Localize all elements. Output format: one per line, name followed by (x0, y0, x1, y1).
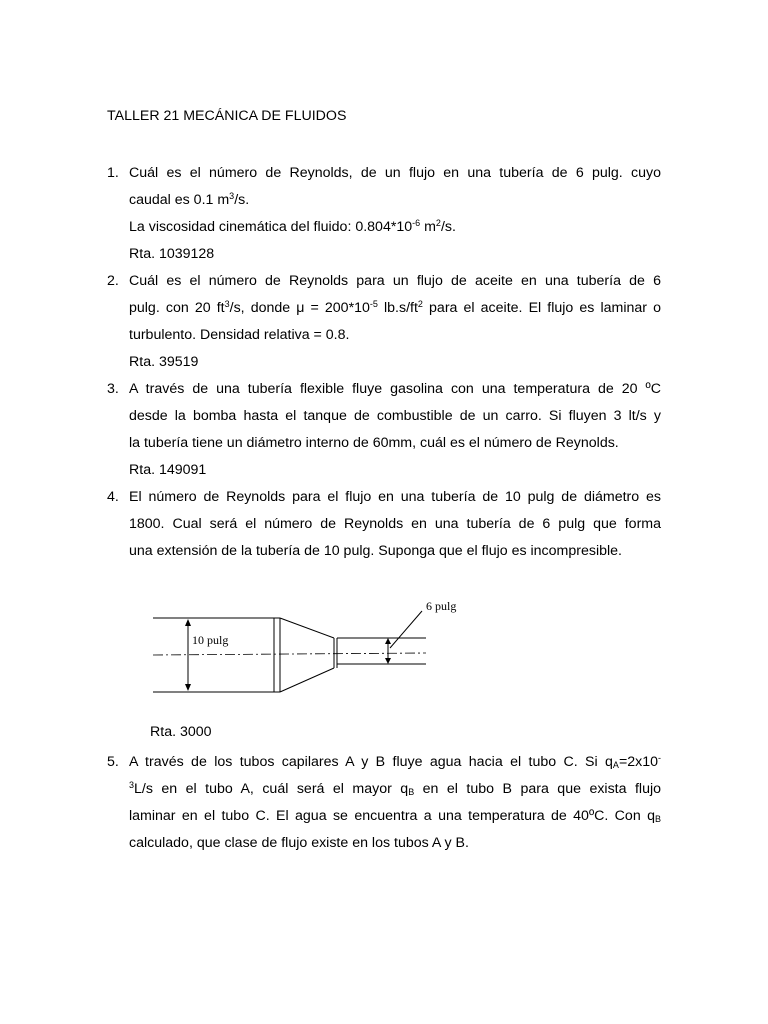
arrowhead (185, 684, 191, 691)
problem-4 (107, 484, 661, 565)
label-leader-line (390, 611, 422, 648)
problem-5 (107, 749, 661, 857)
problem-text-line: A través de una tubería flexible fluye gasolina con una temperatura de 20 ºC (129, 381, 661, 397)
problem-text-line: A través de los tubos capilares A y B fluye agua hacia el tubo C. Si $q_A=2x10^-$ (129, 753, 661, 770)
problem-number: 4. (107, 489, 119, 505)
problem-text-line: El número de Reynolds para el flujo en una tubería de 10 pulg de diámetro es (129, 489, 661, 505)
problem-text-line: La viscosidad cinemática del fluido: $0.804*10^{-6}$ $m^2/s$. (129, 218, 456, 235)
reducer-top (280, 618, 334, 638)
problem-4-answer: Rta. 3000 (150, 724, 212, 740)
problem-text-line: turbulento. Densidad relativa = 0.8. (129, 327, 350, 343)
arrowhead (185, 619, 191, 626)
small-pipe-label: 6 pulg (426, 599, 457, 613)
problem-number: 3. (107, 381, 119, 397)
document-title: TALLER 21 MECÁNICA DE FLUIDOS (107, 108, 347, 124)
problem-list (107, 160, 661, 565)
problem-text-line: Cuál es el número de Reynolds, de un flujo en una tubería de 6 pulg. cuyo (129, 165, 661, 181)
reducer-bottom (280, 668, 334, 692)
problem-list-continued (107, 749, 661, 857)
problem-2 (107, 268, 661, 376)
problem-text-line: 1800. Cual será el número de Reynolds en una tubería de 6 pulg que forma (129, 516, 661, 532)
problem-3 (107, 376, 661, 484)
large-pipe-label: 10 pulg (192, 633, 229, 647)
problem-text-line: Cuál es el número de Reynolds para un flujo de aceite en una tubería de 6 (129, 273, 661, 289)
arrowhead (385, 658, 391, 664)
problem-text-line: caudal es 0.1 $m^3/s$. (129, 191, 250, 208)
problem-number: 2. (107, 273, 119, 289)
problem-answer: Rta. 1039128 (129, 246, 215, 262)
pipe-reduction-diagram (150, 590, 457, 705)
problem-text-line: calculado, que clase de flujo existe en los tubos A y B. (129, 835, 469, 851)
pipe-centerline (153, 653, 426, 655)
problem-number: 1. (107, 165, 119, 181)
problem-text-line: laminar en el tubo C. El agua se encuentra a una temperatura de 40ºC. Con $q_B$ (129, 808, 661, 824)
problem-text-line: pulg. con 20 $ft^3/s$, donde $\mu = 200*10^{-5}$ $lb.s/ft^2$ para el aceite. El flujo es laminar o (129, 299, 661, 316)
problem-number: 5. (107, 754, 119, 770)
problem-text-line: una extensión de la tubería de 10 pulg. Suponga que el flujo es incompresible. (129, 543, 622, 559)
problem-1 (107, 160, 661, 268)
problem-answer: Rta. 149091 (129, 462, 207, 478)
problem-text-line: $^3$L/s en el tubo A, cuál será el mayor $q_B$ en el tubo B para que exista flujo (129, 780, 661, 797)
arrowhead (385, 638, 391, 644)
problem-text-line: la tubería tiene un diámetro interno de 60mm, cuál es el número de Reynolds. (129, 435, 619, 451)
problem-answer: Rta. 39519 (129, 354, 199, 370)
problem-text-line: desde la bomba hasta el tanque de combustible de un carro. Si fluyen 3 lt/s y (129, 408, 661, 424)
